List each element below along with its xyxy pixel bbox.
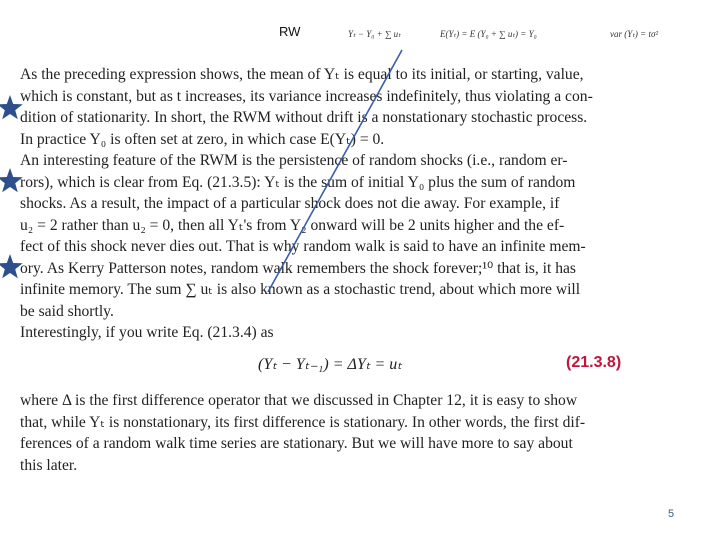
equation: (Yₜ − Yₜ₋₁) = ΔYₜ = uₜ xyxy=(258,356,403,373)
body-line: infinite memory. The sum ∑ uₜ is also known as a stochastic trend, about which more will xyxy=(20,281,581,298)
header-formula-sum: Yₜ − Y₀ + ∑ uₜ xyxy=(348,29,401,39)
body-line: As the preceding expression shows, the mean of Yₜ is equal to its initial, or starting, value, xyxy=(20,66,584,83)
body-line: rors), which is clear from Eq. (21.3.5): Yₜ is the sum of initial Y₀ plus the sum of random xyxy=(20,173,576,191)
body-line: fect of this shock never dies out. That is why random walk is said to have an infinite mem- xyxy=(20,238,586,255)
equation-number: (21.3.8) xyxy=(566,354,622,371)
header-formula-mean: E(Yₜ) = E (Y₀ + ∑ uₜ) = Y₀ xyxy=(440,29,537,39)
body-line: An interesting feature of the RWM is the persistence of random shocks (i.e., random er- xyxy=(20,152,568,169)
star-icon xyxy=(0,168,23,192)
closing-line: that, while Yₜ is nonstationary, its first difference is stationary. In other words, the first dif- xyxy=(20,413,586,431)
header-formula-variance: var (Yₜ) = tσ² xyxy=(610,29,659,39)
body-line: In practice Y₀ is often set at zero, in which case E(Yₜ) = 0. xyxy=(20,130,385,148)
body-line: which is constant, but as t increases, its variance increases indefinitely, thus violating a con- xyxy=(20,87,593,105)
closing-line: where Δ is the first difference operator that we discussed in Chapter 12, it is easy to show xyxy=(20,392,578,409)
body-line: Interestingly, if you write Eq. (21.3.4) as xyxy=(20,324,274,341)
body-line: ory. As Kerry Patterson notes, random walk remembers the shock forever;¹⁰ that is, it has xyxy=(20,259,576,277)
rw-label: RW xyxy=(279,24,301,39)
closing-line: ferences of a random walk time series are stationary. But we will have more to say about xyxy=(20,435,573,452)
body-line: shocks. As a result, the impact of a particular shock does not die away. For example, if xyxy=(20,195,560,212)
star-icon xyxy=(0,95,23,119)
body-line: dition of stationarity. In short, the RWM without drift is a nonstationary stochastic process. xyxy=(20,109,588,126)
annotation-arrow-line xyxy=(268,50,402,292)
page-number: 5 xyxy=(668,508,675,520)
body-line: u₂ = 2 rather than u₂ = 0, then all Yₜ's from Y₂ onward will be 2 units higher and the ef- xyxy=(20,216,565,234)
body-line: be said shortly. xyxy=(20,302,114,320)
closing-line: this later. xyxy=(20,456,78,474)
star-icon xyxy=(0,254,23,278)
